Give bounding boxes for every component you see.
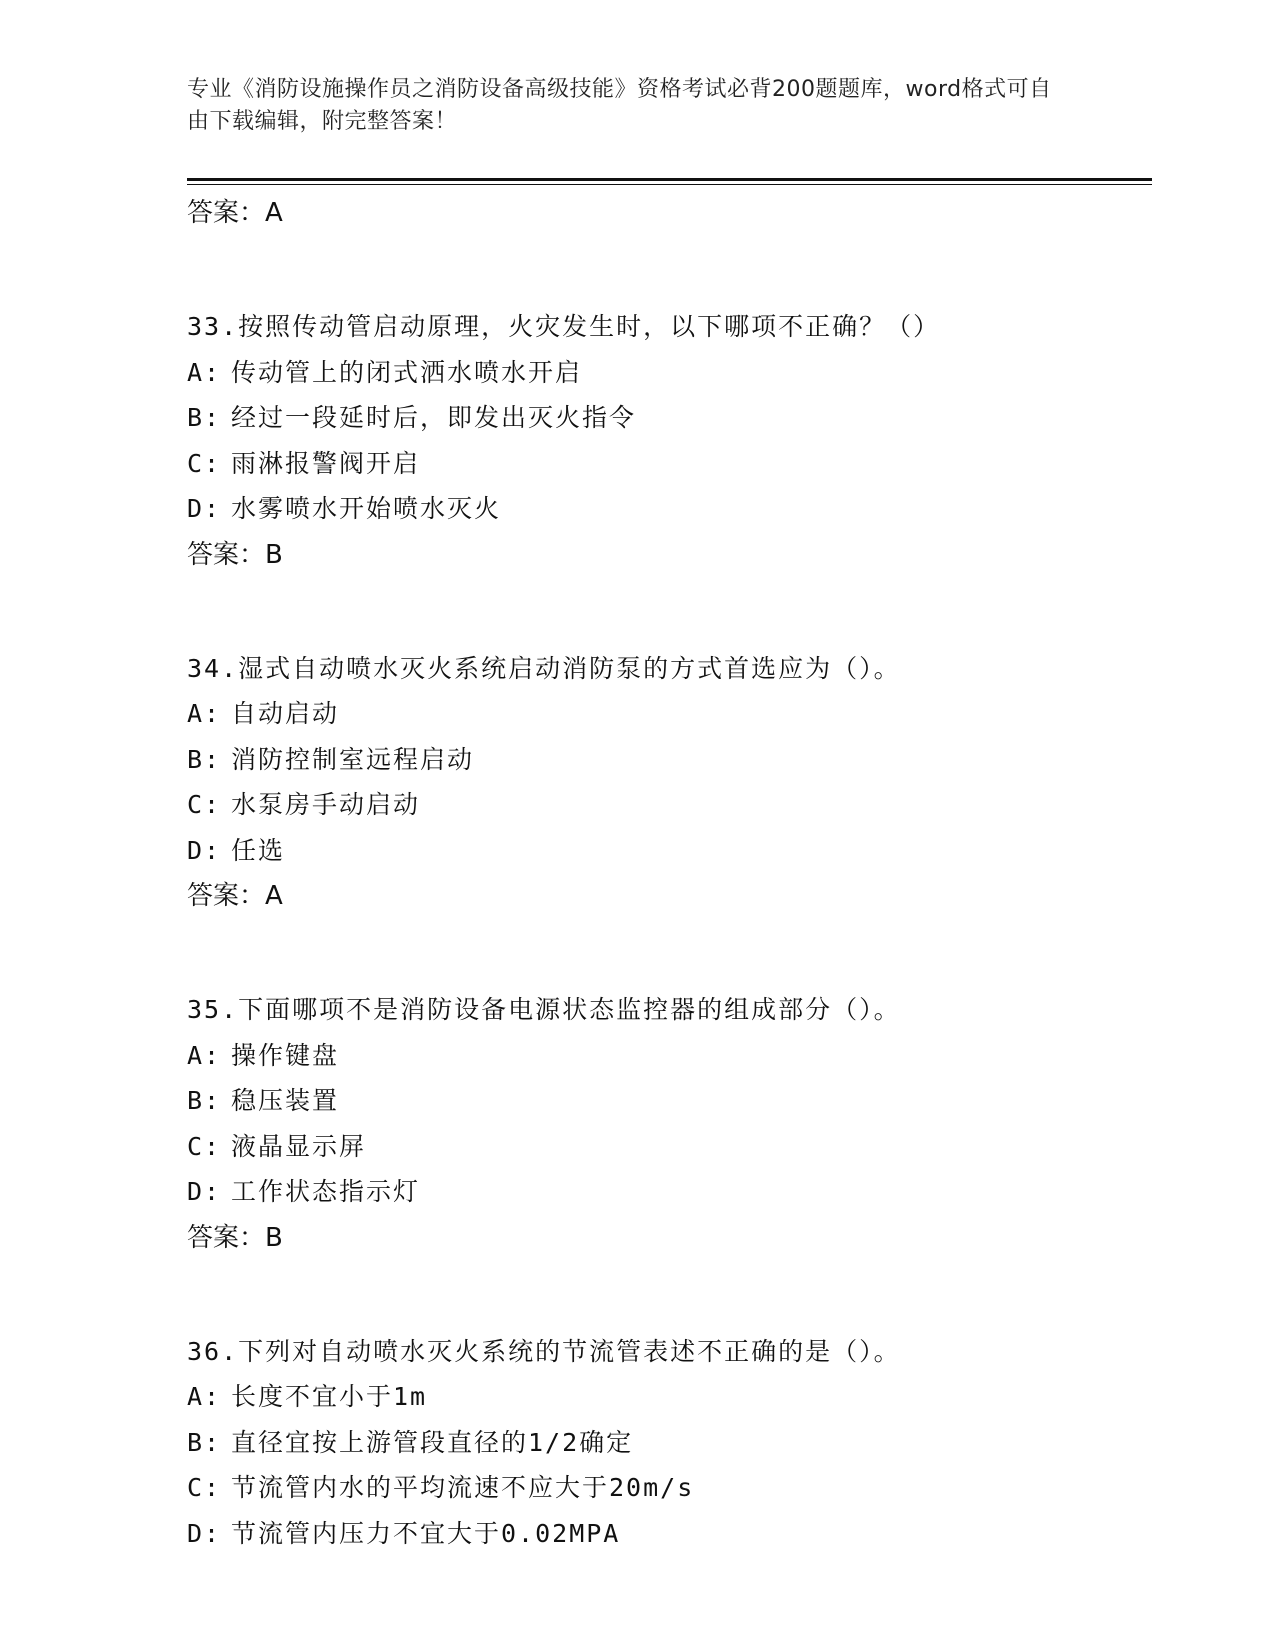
question-text: 下列对自动喷水灭火系统的节流管表述不正确的是（）。 [238,1336,901,1366]
option-text: 工作状态指示灯 [231,1177,421,1206]
question-stem [187,304,1152,350]
option-a [187,1033,1152,1079]
question-stem [187,646,1152,692]
option-text: 水雾喷水开始喷水灭火 [231,494,502,523]
option-text: 长度不宜小于1m [231,1382,428,1411]
option-b [187,1420,1152,1466]
option-c [187,1465,1152,1511]
option-text: 液晶显示屏 [231,1131,367,1161]
header-rule-thin [187,184,1152,185]
option-d [187,486,1152,532]
option-c [187,441,1152,487]
option-text: 任选 [231,835,286,865]
option-text: 传动管上的闭式洒水喷水开启 [231,357,583,387]
option-d [187,1511,1152,1557]
document-body [187,190,1152,1556]
option-label: C: [187,1131,222,1161]
option-d [187,1169,1152,1215]
option-text: 雨淋报警阀开启 [231,448,421,478]
option-text: 自动启动 [231,699,340,728]
option-a [187,1374,1152,1420]
answer-34 [187,873,1152,919]
question-33 [187,304,1152,578]
answer-value: A [265,198,283,228]
question-number: 35. [187,995,239,1024]
answer-label: 答案： [187,539,266,570]
question-text: 湿式自动喷水灭火系统启动消防泵的方式首选应为（）。 [238,653,901,683]
option-label: A: [187,1382,222,1411]
question-34 [187,646,1152,920]
option-label: C: [187,790,222,819]
option-text: 经过一段延时后，即发出灭火指令 [231,403,637,432]
option-a [187,350,1152,396]
option-d [187,828,1152,874]
question-number: 36. [187,1336,239,1366]
question-text: 按照传动管启动原理，火灾发生时，以下哪项不正确？（） [238,312,941,341]
option-c [187,1124,1152,1170]
answer-label: 答案： [187,1222,266,1253]
option-label: D: [187,1177,222,1206]
answer-label: 答案： [187,198,266,228]
question-35 [187,987,1152,1261]
answer-35 [187,1215,1152,1261]
option-c [187,782,1152,828]
document-header: 专业《消防设施操作员之消防设备高级技能》资格考试必背200题题库，word格式可自由下载编辑，附完整答案！ [187,77,1052,134]
option-label: A: [187,699,222,728]
option-text: 稳压装置 [231,1086,340,1115]
answer-previous [187,190,1152,236]
option-text: 消防控制室远程启动 [231,744,475,774]
option-a [187,691,1152,737]
option-b [187,395,1152,441]
answer-value: B [265,539,283,570]
option-text: 操作键盘 [231,1040,340,1070]
header-rule-thick [187,178,1152,181]
option-b [187,737,1152,783]
option-label: D: [187,494,222,523]
question-36 [187,1329,1152,1557]
option-label: C: [187,1473,222,1502]
question-number: 34. [187,653,239,683]
option-label: B: [187,403,222,432]
question-text: 下面哪项不是消防设备电源状态监控器的组成部分（）。 [238,995,901,1024]
option-text: 水泵房手动启动 [231,790,421,819]
question-stem [187,987,1152,1033]
answer-label: 答案： [187,881,266,911]
option-label: A: [187,357,222,387]
option-label: D: [187,835,222,865]
option-label: A: [187,1040,222,1070]
option-b [187,1078,1152,1124]
option-text: 节流管内水的平均流速不应大于20m/s [231,1473,695,1502]
question-number: 33. [187,312,239,341]
answer-value: A [265,881,283,911]
option-text: 直径宜按上游管段直径的1/2确定 [231,1427,634,1457]
option-label: B: [187,744,222,774]
answer-value: B [265,1222,283,1253]
option-label: D: [187,1518,222,1548]
option-text: 节流管内压力不宜大于0.02MPA [231,1518,621,1548]
answer-33 [187,532,1152,578]
option-label: B: [187,1427,222,1457]
option-label: B: [187,1086,222,1115]
option-label: C: [187,448,222,478]
question-stem [187,1329,1152,1375]
